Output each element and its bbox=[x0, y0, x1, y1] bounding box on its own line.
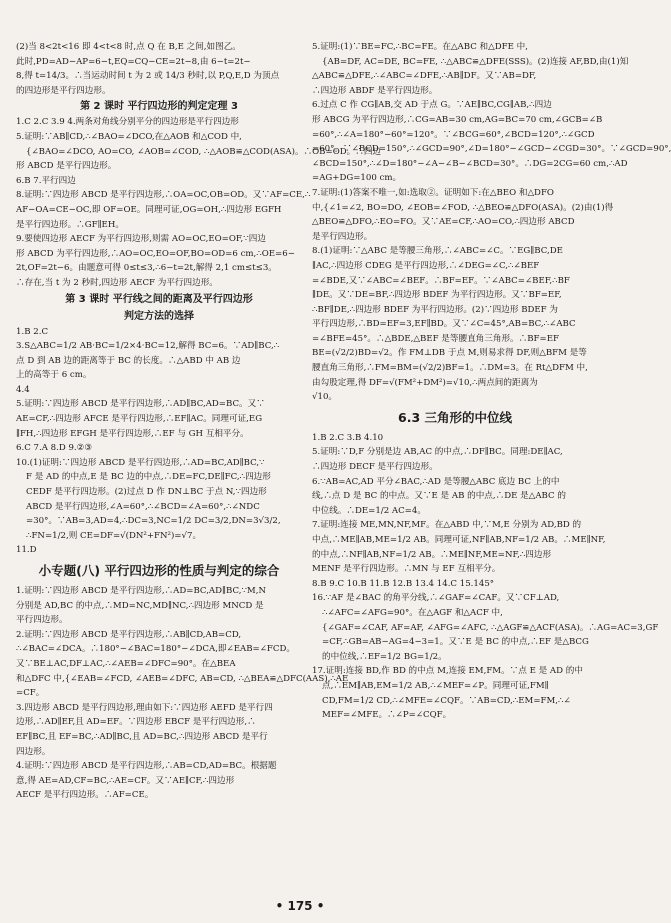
text-line: 1.B 2.C 3.B 4.10 bbox=[312, 432, 384, 443]
text-line: 边形,∴AD∥EF,且 AD=EF。∵四边形 EBCF 是平行四边形,∴ bbox=[16, 717, 256, 728]
text-line: AE=CF,∴四边形 AFCE 是平行四边形,∴EF∥AC。同理可证,EG bbox=[16, 414, 263, 425]
text-line: 6.∵AB=AC,AD 平分∠BAC,∴AD 是等腰△ABC 底边 BC 上的中 bbox=[312, 476, 560, 487]
text-line: 是平行四边形。∴GF∥EH。 bbox=[16, 219, 124, 230]
text-line: 腰直角三角形,∴FM=BM=(√2/2)BF=1。∴DM=3。在 Rt△DFM 中, bbox=[312, 363, 588, 374]
text-line: =30°。∵AB=3,AD=4,∴DC=3,NC=1/2 DC=3/2,DN=3√3/2, bbox=[26, 516, 281, 527]
text-line: ∴存在,当 t 为 2 秒时,四边形 AECF 为平行四边形。 bbox=[16, 277, 218, 288]
text-line: =∠BDE,又∵∠ABC=∠BEF。∴BF=EF。∵∠ABC=∠BEF,∴BF bbox=[312, 275, 570, 286]
text-line: 上的高等于 6 cm。 bbox=[16, 370, 92, 381]
text-line: 平行四边形,∴BD=EF=3,EF∥BD。又∵∠C=45°,AB=BC,∴∠ABC bbox=[312, 319, 576, 330]
text-line: 10.(1)证明:∵四边形 ABCD 是平行四边形,∴AD=BC,AD∥BC,∵ bbox=[16, 457, 265, 468]
text-line: AECF 是平行四边形。∴AF=CE。 bbox=[16, 790, 154, 801]
text-line: ∴∠BAC=∠DCA。∴180°−∠BAC=180°−∠DCA,即∠EAB=∠FCD。 bbox=[16, 644, 295, 655]
text-line: 7.证明:(1)答案不唯一,如:选取②。证明如下:在△BEO 和△DFO bbox=[312, 187, 554, 198]
text-line: 2t,OF=2t−6。由题意可得 0≤t≤3,∴6−t=2t,解得 2,1 cm≤t≤3。 bbox=[16, 263, 277, 274]
text-line: 5.证明:∵D,F 分别是边 AB,AC 的中点,∴DF∥BC。同理:DE∥AC, bbox=[312, 447, 563, 458]
text-line: 3.四边形 ABCD 是平行四边形,理由如下:∵四边形 AEFD 是平行四 bbox=[16, 702, 273, 713]
text-line: ∥DE。又∵DE=BF,∴四边形 BDEF 为平行四边形。又∵BF=EF, bbox=[312, 290, 562, 301]
text-line: 是平行四边形。 bbox=[312, 231, 373, 242]
text-line: =60°,∴∠A=180°−60°=120°。∵∠BCG=60°,∠BCD=120°,∴∠GCD bbox=[312, 129, 595, 140]
text-line: 点 D 到 AB 边的距离等于 BC 的长度。∴△ABD 中 AB 边 bbox=[16, 355, 241, 366]
text-line: EF∥BC,且 EF=BC,∴AD∥BC,且 AD=BC,∴四边形 ABCD 是平行 bbox=[16, 731, 268, 742]
text-line: 6.B 7.平行四边 bbox=[16, 175, 76, 186]
text-line: ∴∠AFC=∠AFG=90°。在△AGF 和△ACF 中, bbox=[322, 607, 503, 618]
text-line: 由勾股定理,得 DF=√(FM²+DM²)=√10,∴两点间的距离为 bbox=[312, 377, 538, 388]
text-line: 意,得 AE=AD,CF=BC,∴AE=CF。又∵AE∥CF,∴四边形 bbox=[16, 775, 235, 786]
text-line: 3.S△ABC=1/2 AB·BC=1/2×4·BC=12,解得 BC=6。∵AD∥BC,∴ bbox=[16, 341, 280, 352]
text-line: 分别是 AD,BC 的中点,∴MD=NC,MD∥NC,∴四边形 MNCD 是 bbox=[16, 600, 264, 611]
text-line: 1.证明:∵四边形 ABCD 是平行四边形,∴AD=BC,AD∥BC,∵M,N bbox=[16, 586, 266, 596]
text-line: 四边形。 bbox=[16, 746, 51, 757]
section-heading: 第 3 课时 平行线之间的距离及平行四边形 bbox=[65, 293, 253, 305]
text-line: 5.证明:∵四边形 ABCD 是平行四边形,∴AD∥BC,AD=BC。又∵ bbox=[16, 399, 265, 410]
text-line: 和△DFC 中,{∠EAB=∠FCD, ∠AEB=∠DFC, AB=CD, ∴△BEA≌△DFC(AAS),∴AE bbox=[16, 673, 349, 684]
text-line: 8.(1)证明:∵△ABC 是等腰三角形,∴∠ABC=∠C。∵EG∥BC,DE bbox=[312, 246, 563, 257]
text-line: ∴四边形 ABDF 是平行四边形。 bbox=[312, 85, 438, 96]
section-title: 小专题(八) 平行四边形的性质与判定的综合 bbox=[38, 563, 280, 578]
text-line: △BEO≌△DFO,∴EO=FO。又∵AE=CF,∴AO=CO,∴四边形 ABCD bbox=[312, 217, 575, 228]
text-line: ∴四边形 DECF 是平行四边形。 bbox=[312, 462, 438, 473]
text-line: CD,FM=1/2 CD,∴∠MFE=∠CQF。∵AB=CD,∴EM=FM,∴∠ bbox=[322, 695, 571, 706]
text-line: (2)当 8<2t<16 即 4<t<8 时,点 Q 在 B,E 之间,如图乙。 bbox=[16, 42, 241, 52]
page-number: • 175 • bbox=[275, 899, 325, 913]
text-line: 点,∴EM∥AB,EM=1/2 AB,∴∠MEF=∠P。同理可证,FM∥ bbox=[322, 680, 549, 691]
text-line: 1.C 2.C 3.9 4.两条对角线分别平分的四边形是平行四边形 bbox=[16, 117, 239, 128]
text-line: =60°。∵∠BCD=150°,∴∠GCD=90°,∠D=180°−∠GCD−∠CGD=30°。∵∠GCD=90°, bbox=[312, 144, 671, 155]
text-line: 平行四边形。 bbox=[16, 615, 68, 626]
text-line: 6.过点 C 作 CG∥AB,交 AD 于点 G。∵AE∥BC,CG∥AB,∴四边 bbox=[312, 100, 552, 111]
text-line: √10。 bbox=[312, 392, 338, 403]
text-line: △ABC≌△DFE,∴∠ABC=∠DFE,∴AB∥DF。又∵AB=DF, bbox=[312, 71, 537, 82]
text-line: 形 ABCG 为平行四边形,∴CG=AB=30 cm,AG=BC=70 cm,∠GCB=∠B bbox=[312, 114, 603, 125]
section-heading: 判定方法的选择 bbox=[124, 310, 194, 322]
text-line: 8,得 t=14/3。∴当运动时间 t 为 2 或 14/3 秒时,以 P,Q,E,D 为顶点 bbox=[16, 71, 280, 82]
section-heading: 第 2 课时 平行四边形的判定定理 3 bbox=[80, 101, 238, 113]
text-line: 16.∵AF 是∠BAC 的角平分线,∴∠GAF=∠CAF。又∵CF⊥AD, bbox=[312, 593, 560, 604]
section-title: 6.3 三角形的中位线 bbox=[398, 409, 512, 425]
text-line: 的四边形是平行四边形。 bbox=[16, 85, 111, 96]
text-line: ∥FH,∴四边形 EFGH 是平行四边形,∴EF 与 GH 互相平分。 bbox=[16, 428, 249, 439]
text-line: ABCD 是平行四边形,∠A=60°,∴∠BCD=∠A=60°,∴∠NDC bbox=[26, 501, 260, 512]
right-column bbox=[312, 40, 671, 723]
text-line: 5.证明:∵AB∥CD,∴∠BAO=∠DCO,在△AOB 和△COD 中, bbox=[16, 131, 242, 142]
text-line: 线,∴点 D 是 BC 的中点。又∵E 是 AB 的中点,∴DE 是△ABC 的 bbox=[312, 491, 566, 502]
text-line: =AG+DG=100 cm。 bbox=[312, 173, 402, 184]
text-line: 形 ABCD 为平行四边形,∴AO=OC,EO=OF,BO=OD=6 cm,∴OE=6− bbox=[16, 248, 295, 259]
text-line: ∴BF∥DE,∴四边形 BDEF 为平行四边形。(2)∵四边形 BDEF 为 bbox=[312, 304, 558, 315]
text-line: ∠BCD=150°,∴∠D=180°−∠A−∠B−∠BCD=30°。∴DG=2CG=60 cm,∴AD bbox=[312, 158, 628, 169]
text-line: MENF 是平行四边形。∴MN 与 EF 互相平分。 bbox=[312, 564, 501, 575]
text-line: 的中位线,∴EF=1/2 BG=1/2。 bbox=[322, 651, 447, 662]
text-line: =CF。 bbox=[16, 688, 45, 699]
text-line: 2.证明:∵四边形 ABCD 是平行四边形,∴AB∥CD,AB=CD, bbox=[16, 629, 242, 640]
text-line: {∠BAO=∠DCO, AO=CO, ∠AOB=∠COD, ∴△AOB≌△COD(ASA)。∴OB=OD。∴四边 bbox=[26, 146, 382, 157]
text-line: 4.证明:∵四边形 ABCD 是平行四边形,∴AB=CD,AD=BC。根据题 bbox=[16, 761, 277, 772]
text-line: 11.D bbox=[16, 545, 37, 556]
text-line: 6.C 7.A 8.D 9.②③ bbox=[16, 443, 93, 454]
text-line: 中点,∴ME∥AB,ME=1/2 AB。同理可证,NF∥AB,NF=1/2 AB。∴ME∥NF, bbox=[312, 535, 606, 545]
text-line: AF−OA=CE−OC,即 OF=OE。同理可证,OG=OH,∴四边形 EGFH bbox=[16, 204, 282, 215]
text-line: 形 ABCD 是平行四边形。 bbox=[16, 161, 117, 172]
text-line: 的中点,∴NF∥AB,NF=1/2 AB。∴ME∥NF,ME=NF,∴四边形 bbox=[312, 549, 552, 560]
text-line: 又∵BE⊥AC,DF⊥AC,∴∠AEB=∠DFC=90°。在△BEA bbox=[16, 658, 236, 669]
text-line: 5.证明:(1)∵BE=FC,∴BC=FE。在△ABC 和△DFE 中, bbox=[312, 42, 528, 52]
text-line: {AB=DF, AC=DE, BC=FE, ∴△ABC≌△DFE(SSS)。(2)连接 AF,BD,由(1)知 bbox=[322, 56, 629, 67]
text-line: =CF,∴GB=AB−AG=4−3=1。又∵E 是 BC 的中点,∴EF 是△BCG bbox=[322, 637, 589, 648]
text-line: CEDF 是平行四边形。(2)过点 D 作 DN⊥BC 于点 N,∵四边形 bbox=[26, 487, 267, 498]
text-line: 17.证明:连接 BD,作 BD 的中点 M,连接 EM,FM。∵点 E 是 AD 的中 bbox=[312, 666, 583, 677]
text-line: 4.4 bbox=[16, 384, 30, 395]
text-line: ∴FN=1/2,则 CE=DF=√(DN²+FN²)=√7。 bbox=[26, 530, 202, 541]
text-line: 7.证明:连接 ME,MN,NF,MF。在△ABD 中,∵M,E 分别为 AD,BD 的 bbox=[312, 520, 582, 531]
text-line: F 是 AD 的中点,E 是 BC 边的中点,∴DE=FC,DE∥FC,∴四边形 bbox=[26, 472, 271, 483]
text-line: 中,{∠1=∠2, BO=DO, ∠EOB=∠FOD, ∴△BEO≌△DFO(ASA)。(2)由(1)得 bbox=[312, 202, 614, 213]
text-line: 9.要使四边形 AECF 为平行四边形,则需 AO=OC,EO=OF,∵四边 bbox=[16, 234, 266, 245]
text-line: 此时,PD=AD−AP=6−t,EQ=CQ−CE=2t−8,由 6−t=2t− bbox=[16, 56, 251, 67]
text-line: BE=(√2/2)BD=√2。作 FM⊥DB 于点 M,则易求得 DF,则△BFM 是等 bbox=[312, 348, 587, 359]
text-line: 8.B 9.C 10.B 11.B 12.B 13.4 14.C 15.145° bbox=[312, 578, 495, 589]
text-line: =∠BFE=45°。∴△BDE,△BEF 是等腰直角三角形。∴BF=EF bbox=[312, 333, 559, 344]
text-line: {∠GAF=∠CAF, AF=AF, ∠AFG=∠AFC, ∴△AGF≌△ACF(ASA)。∴AG=AC=3,GF bbox=[322, 622, 659, 633]
text-line: MEF=∠MFE。∴∠P=∠CQF。 bbox=[322, 710, 452, 721]
text-line: 中位线。∴DE=1/2 AC=4。 bbox=[312, 505, 426, 516]
text-line: 8.证明:∵四边形 ABCD 是平行四边形,∴OA=OC,OB=OD。又∵AF=CE,∴ bbox=[16, 190, 311, 201]
text-line: 1.B 2.C bbox=[16, 326, 49, 337]
text-line: ∥AC,∴四边形 CDEG 是平行四边形,∴∠DEG=∠C,∴∠BEF bbox=[312, 260, 540, 271]
